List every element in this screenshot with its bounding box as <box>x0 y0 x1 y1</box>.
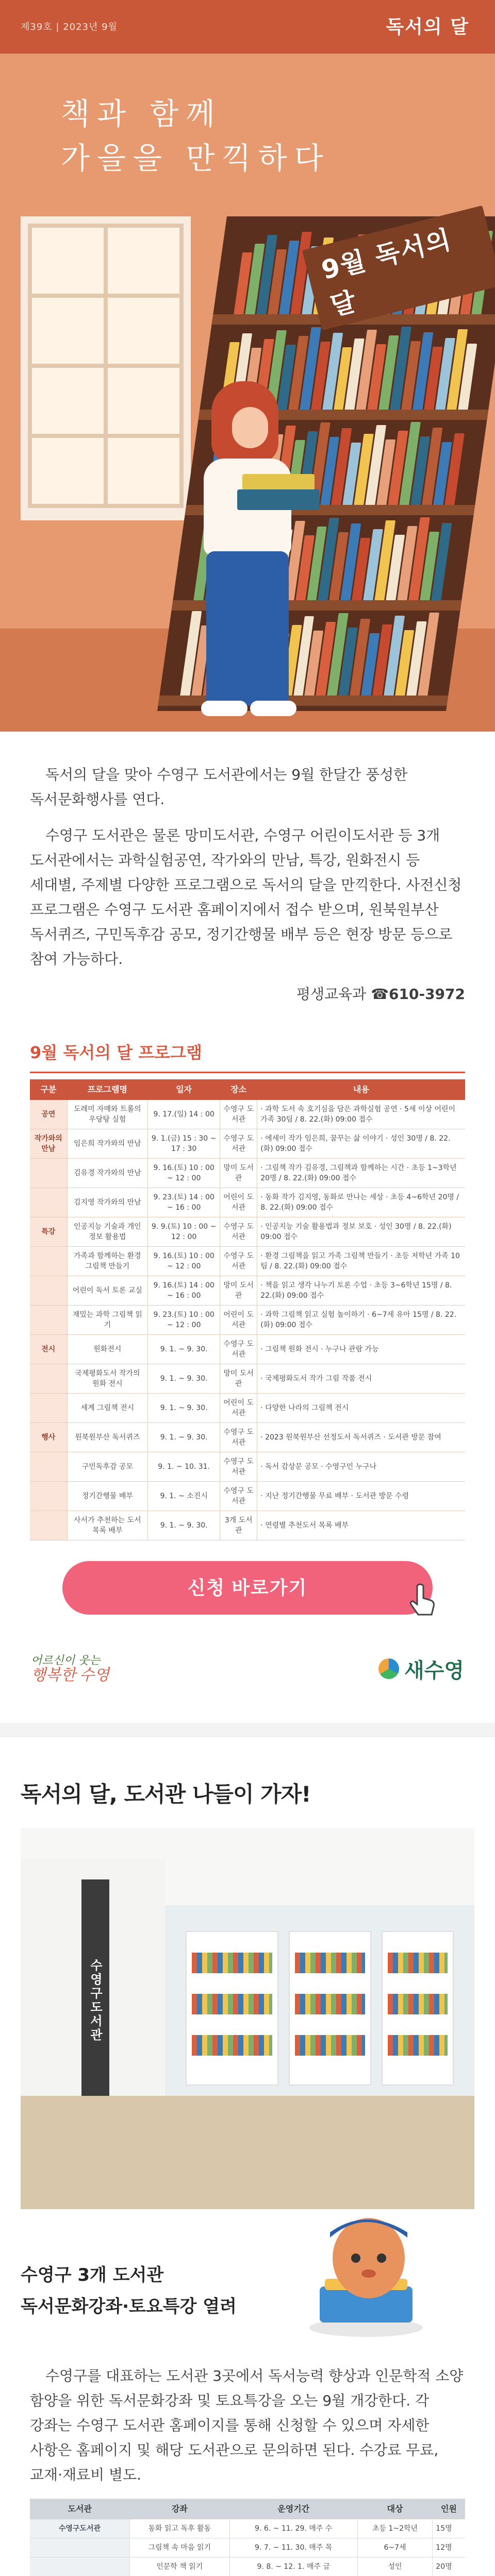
column-header: 강좌 <box>129 2499 229 2519</box>
library-text <box>0 2364 495 2487</box>
cell-name: 국제평화도서 작가의 원화 전시 <box>67 1364 148 1394</box>
cell-count: 15명 <box>433 2519 465 2538</box>
apply-button-1-label: 신청 바로가기 <box>187 1577 308 1598</box>
cell-place: 어린이 도서관 <box>220 1306 257 1335</box>
reader-illustration <box>155 371 330 732</box>
cell-name: 인문학 책 읽기 <box>129 2557 229 2576</box>
cell-date: 9. 23.(토) 14 : 00 ~ 16 : 00 <box>148 1188 220 1217</box>
apply-button-1[interactable] <box>62 1561 433 1615</box>
table-row <box>30 1217 465 1247</box>
cell-name: 동화 읽고 독후 활동 <box>129 2519 229 2538</box>
cell-target: 초등 1~2학년 <box>357 2519 433 2538</box>
table-row <box>30 1423 465 1452</box>
cell-cat <box>30 1247 67 1276</box>
column-header: 운영기간 <box>229 2499 357 2519</box>
intro-section <box>0 762 495 1004</box>
cell-cat <box>30 2538 129 2557</box>
cell-place: 어린이 도서관 <box>220 1188 257 1217</box>
cell-cat: 작가와의 만남 <box>30 1129 67 1159</box>
cell-date: 9. 1. ~ 9. 30. <box>148 1423 220 1452</box>
table-row <box>30 2538 465 2557</box>
contact-phone: ☎610-3972 <box>371 986 465 1003</box>
cell-date: 9. 16.(토) 14 : 00 ~ 16 : 00 <box>148 1276 220 1306</box>
cell-place: 수영구 도서관 <box>220 1335 257 1364</box>
cell-target: 6~7세 <box>357 2538 433 2557</box>
cell-desc: · 환경 그림책을 읽고 가족 그림책 만들기 · 초등 저학년 가족 10팀 / 8. 22.(화) 09:00 접수 <box>257 1247 465 1276</box>
cell-place: 3개 도서관 <box>220 1511 257 1540</box>
cell-name: 그림책 속 마음 읽기 <box>129 2538 229 2557</box>
footer-logos-1 <box>0 1635 495 1702</box>
cell-name: 김유경 작가와의 만남 <box>67 1159 148 1188</box>
shelf-sign: 9월 독서의 달 <box>302 206 495 330</box>
cell-desc: · 책을 읽고 생각 나누기 토론 수업 · 초등 3~6학년 15명 / 8. 22.(화) 09:00 접수 <box>257 1276 465 1306</box>
cell-cat: 행사 <box>30 1423 67 1452</box>
district-brand: 새수영 <box>404 1658 464 1683</box>
library-photo <box>21 1828 474 2209</box>
issue-label: 제39호 | 2023년 9월 <box>21 22 118 32</box>
table-row <box>30 2519 465 2538</box>
cell-desc: · 지난 정기간행물 무료 배부 · 도서관 방문 수령 <box>257 1482 465 1511</box>
pointer-hand-icon <box>407 1582 438 1618</box>
cell-place: 수영구 도서관 <box>220 1247 257 1276</box>
cell-place: 수영구 도서관 <box>220 1452 257 1482</box>
cell-name: 사서가 추천하는 도서 목록 배부 <box>67 1511 148 1540</box>
cell-cat <box>30 1364 67 1394</box>
cell-count: 12명 <box>433 2538 465 2557</box>
library-sign: 수영구도서관 <box>81 1879 109 2122</box>
table-row <box>30 2557 465 2576</box>
hero-tag: 독서의 달 <box>386 16 469 38</box>
cell-name: 도레미 자매와 트롤의 우당탕 실험 <box>67 1100 148 1129</box>
program-table <box>30 1079 465 1540</box>
cell-cat <box>30 1188 67 1217</box>
library-subtitle-line2: 독서문화강좌·토요특강 열려 <box>21 2296 237 2317</box>
cell-cat <box>30 1306 67 1335</box>
cell-place: 수영구 도서관 <box>220 1129 257 1159</box>
cell-date: 9. 16.(토) 10 : 00 ~ 12 : 00 <box>148 1247 220 1276</box>
column-header: 구분 <box>30 1079 67 1100</box>
cell-desc: · 다양한 나라의 그림책 전시 <box>257 1394 465 1423</box>
cell-desc: · 동화 작가 김지영, 동화로 만나는 세상 · 초등 4~6학년 20명 / 8. 22.(화) 09:00 접수 <box>257 1188 465 1217</box>
library-subtitle-block <box>0 2209 495 2364</box>
cell-desc: · 독서 감상문 공모 · 수영구민 누구나 <box>257 1452 465 1482</box>
cell-name: 어린이 독서 토론 교실 <box>67 1276 148 1306</box>
cell-date: 9. 6. ~ 11. 29. 매주 수 <box>229 2519 357 2538</box>
cell-place: 망미 도서관 <box>220 1364 257 1394</box>
table-row <box>30 1482 465 1511</box>
column-header: 인원 <box>433 2499 465 2519</box>
district-mark-icon <box>378 1658 399 1679</box>
cell-desc: · 과학 그림책 읽고 실험 놀이하기 · 6~7세 유아 15명 / 8. 22.(화) 09:00 접수 <box>257 1306 465 1335</box>
cell-cat <box>30 1276 67 1306</box>
table-row <box>30 1188 465 1217</box>
cell-place: 수영구 도서관 <box>220 1423 257 1452</box>
cell-name: 임은희 작가와의 만남 <box>67 1129 148 1159</box>
intro-paragraph-2: 수영구 도서관은 물론 망미도서관, 수영구 어린이도서관 등 3개 도서관에서는 과학실험공연, 작가와의 만남, 특강, 원화전시 등 세대별, 주제별 다양한 프로그램으로 독서의 달을 만끽한다. 사전신청 프로그램은 수영구 도서관 홈페이지에서 접수 받으며, 원북원부산 독서퀴즈, 구민독후감 공모, 정기간행물 배부 등은 현장 방문 등으로 참여 가능하다. <box>30 827 462 968</box>
intro-paragraph-1: 독서의 달을 맞아 수영구 도서관에서는 9월 한달간 풍성한 독서문화행사를 연다. <box>30 766 408 808</box>
cell-date: 9. 17.(일) 14 : 00 <box>148 1100 220 1129</box>
program-table-header <box>30 1079 465 1100</box>
cell-cat <box>30 1452 67 1482</box>
column-header: 장소 <box>220 1079 257 1100</box>
cell-name: 가족과 함께하는 환경 그림책 만들기 <box>67 1247 148 1276</box>
table-row <box>30 1129 465 1159</box>
library-section <box>0 1758 495 2576</box>
cell-cat: 특강 <box>30 1217 67 1247</box>
cell-count: 20명 <box>433 2557 465 2576</box>
cell-date: 9. 1. ~ 9. 30. <box>148 1335 220 1364</box>
table-row <box>30 1335 465 1364</box>
slogan-line1: 어르신이 웃는 <box>31 1654 101 1667</box>
cell-cat <box>30 1394 67 1423</box>
column-header: 일자 <box>148 1079 220 1100</box>
table-row <box>30 1364 465 1394</box>
column-header: 대상 <box>357 2499 433 2519</box>
cell-place: 수영구 도서관 <box>220 1217 257 1247</box>
hero-title-line2: 가을을 만끽하다 <box>61 141 331 176</box>
hero-title <box>61 92 331 180</box>
cell-place: 수영구 도서관 <box>220 1482 257 1511</box>
library-subtitle-line1: 수영구 3개 도서관 <box>21 2265 164 2285</box>
cell-desc: · 그림책 원화 전시 · 누구나 관람 가능 <box>257 1335 465 1364</box>
cell-name: 재밌는 과학 그림책 읽기 <box>67 1306 148 1335</box>
cell-desc: · 과학 도서 속 호기심을 담은 과학실험 공연 · 5세 이상 어린이 가족 30팀 / 8. 22.(화) 09:00 접수 <box>257 1100 465 1129</box>
program-section <box>0 1040 495 1615</box>
cell-date: 9. 1. ~ 9. 30. <box>148 1364 220 1394</box>
program-title: 9월 독서의 달 프로그램 <box>30 1043 202 1062</box>
cell-date: 9. 8. ~ 12. 1. 매주 금 <box>229 2557 357 2576</box>
program-table-body <box>30 1100 465 1540</box>
column-header: 내용 <box>257 1079 465 1100</box>
cell-desc: · 국제평화도서 작가 그림 작품 전시 <box>257 1364 465 1394</box>
cell-cat: 공연 <box>30 1100 67 1129</box>
table-row <box>30 1511 465 1540</box>
table-row <box>30 1247 465 1276</box>
course-table-wrap <box>0 2499 495 2576</box>
cell-cat <box>30 2557 129 2576</box>
cell-date: 9. 1. ~ 9. 30. <box>148 1394 220 1423</box>
slogan-line2: 행복한 <box>31 1666 76 1684</box>
cell-target: 성인 <box>357 2557 433 2576</box>
table-row <box>30 1306 465 1335</box>
slogan-brand: 수영 <box>79 1666 109 1684</box>
table-row <box>30 1159 465 1188</box>
cell-desc: · 연령별 추천도서 목록 배부 <box>257 1511 465 1540</box>
hero-banner <box>0 0 495 732</box>
library-title: 독서의 달, 도서관 나들이 가자! <box>21 1782 311 1807</box>
cell-date: 9. 1. ~ 9. 30. <box>148 1511 220 1540</box>
district-logo <box>378 1654 464 1684</box>
cell-name: 정기간행물 배부 <box>67 1482 148 1511</box>
table-row <box>30 1394 465 1423</box>
library-paragraph: 수영구를 대표하는 도서관 3곳에서 독서능력 향상과 인문학적 소양 함양을 위한 독서문화강좌 및 토요특강을 오는 9월 개강한다. 각 강좌는 수영구 도서관 홈페이지를 통해 신청할 수 있으며 자세한 사항은 홈페이지 및 해당 도서관으로 문의하면 된다. 수강료 무료, 교재·재료비 별도. <box>30 2367 464 2483</box>
cell-name: 구민독후감 공모 <box>67 1452 148 1482</box>
cell-name: 김지영 작가와의 만남 <box>67 1188 148 1217</box>
hero-title-line1: 책과 함께 <box>61 96 222 131</box>
cell-date: 9. 1. ~ 소진시 <box>148 1482 220 1511</box>
cell-desc: · 2023 원북원부산 선정도서 독서퀴즈 · 도서관 방문 참여 <box>257 1423 465 1452</box>
cell-date: 9. 9.(토) 10 : 00 ~ 12 : 00 <box>148 1217 220 1247</box>
contact-dept: 평생교육과 <box>296 986 367 1003</box>
cell-place: 수영구 도서관 <box>220 1100 257 1129</box>
cell-date: 9. 1.(금) 15 : 30 ~ 17 : 30 <box>148 1129 220 1159</box>
course-table <box>30 2499 465 2576</box>
table-row <box>30 1452 465 1482</box>
mascot-reading-icon <box>299 2209 433 2343</box>
cell-cat: 수영구도서관 <box>30 2519 129 2538</box>
cell-place: 망미 도서관 <box>220 1276 257 1306</box>
cell-cat <box>30 1511 67 1540</box>
cell-place: 망미 도서관 <box>220 1159 257 1188</box>
column-header: 도서관 <box>30 2499 129 2519</box>
column-header: 프로그램명 <box>67 1079 148 1100</box>
cell-name: 세계 그림책 전시 <box>67 1394 148 1423</box>
cell-date: 9. 23.(토) 10 : 00 ~ 12 : 00 <box>148 1306 220 1335</box>
cell-desc: · 에세이 작가 임은희, 꿈꾸는 삶 이야기 · 성인 30명 / 8. 22.(화) 09:00 접수 <box>257 1129 465 1159</box>
cell-desc: · 인공지능 기술 활용법과 정보 보호 · 성인 30명 / 8. 22.(화) 09:00 접수 <box>257 1217 465 1247</box>
cell-date: 9. 7. ~ 11. 30. 매주 목 <box>229 2538 357 2557</box>
cell-name: 원북원부산 독서퀴즈 <box>67 1423 148 1452</box>
table-row <box>30 1100 465 1129</box>
cell-cat <box>30 1482 67 1511</box>
cell-cat <box>30 1159 67 1188</box>
contact-info <box>30 983 465 1004</box>
cell-place: 어린이 도서관 <box>220 1394 257 1423</box>
cell-date: 9. 16.(토) 10 : 00 ~ 12 : 00 <box>148 1159 220 1188</box>
cell-name: 인공지능 기술과 개인정보 활용법 <box>67 1217 148 1247</box>
cell-name: 원화전시 <box>67 1335 148 1364</box>
slogan-logo <box>31 1654 109 1684</box>
cell-cat: 전시 <box>30 1335 67 1364</box>
cell-desc: · 그림책 작가 김유경, 그림책과 함께하는 시간 · 초등 1~3학년 20명 / 8. 22.(화) 09:00 접수 <box>257 1159 465 1188</box>
cell-date: 9. 1. ~ 10. 31. <box>148 1452 220 1482</box>
section-divider <box>0 1723 495 1737</box>
hero-header-bar <box>0 0 495 54</box>
course-table-header <box>30 2499 465 2519</box>
course-table-body <box>30 2519 465 2576</box>
table-row <box>30 1276 465 1306</box>
title-divider <box>30 1072 465 1073</box>
